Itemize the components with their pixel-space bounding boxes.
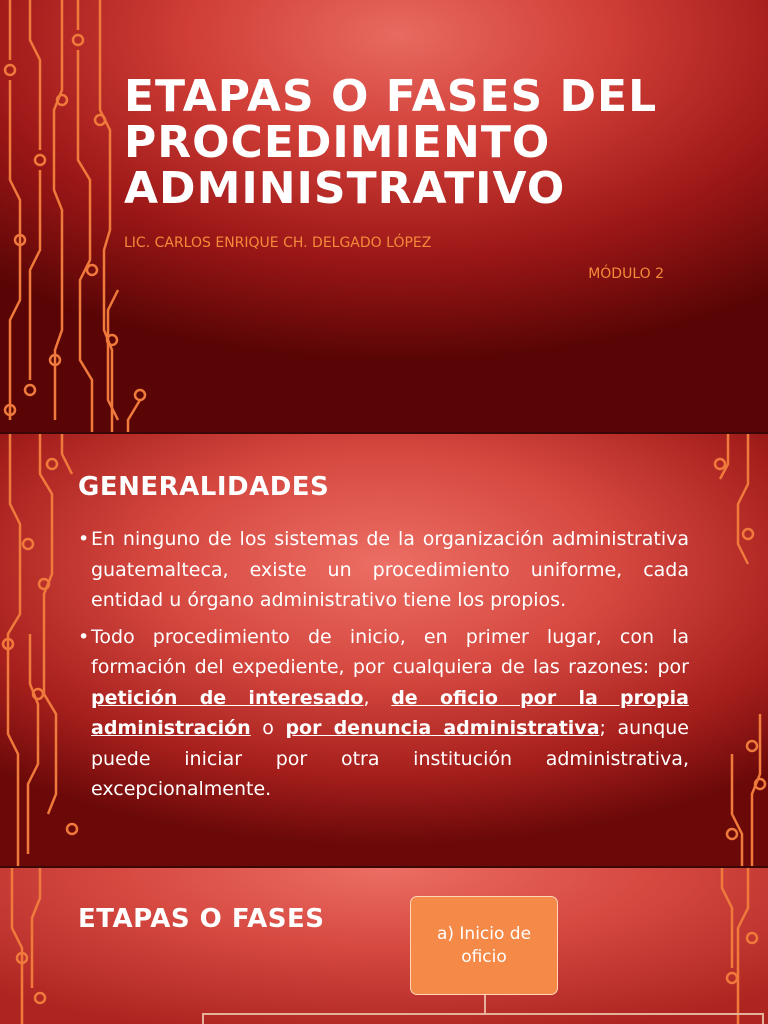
bullet-item — [78, 622, 689, 805]
circuit-right-icon — [708, 434, 768, 866]
title-slide — [0, 0, 768, 432]
circuit-right-icon — [708, 868, 768, 1024]
circuit-left-icon — [0, 434, 80, 866]
denuncia-text: por denuncia administrativa — [285, 717, 600, 739]
connector-line — [202, 1013, 204, 1024]
bullet-item: • En ninguno de los sistemas de la organización administrativa guatemalteca, existe un procedimiento uniforme, cada entidad u órgano administrativo tiene los propios. — [78, 524, 689, 616]
author-subtitle: LIC. CARLOS ENRIQUE CH. DELGADO LÓPEZ — [124, 235, 432, 251]
circuit-left-icon — [0, 868, 60, 1024]
bullet-text: ; aunque puede iniciar por otra institución administrativa, excepcionalmente. — [91, 717, 689, 800]
peticion-interesado-text: petición de interesado — [91, 686, 364, 709]
bullet-text: o — [250, 717, 286, 739]
circuit-decoration-icon — [0, 0, 150, 432]
section-heading: ETAPAS O FASES — [78, 904, 325, 934]
de-oficio-text: de oficio por la propia administración — [91, 686, 689, 739]
section-heading: GENERALIDADES — [78, 472, 330, 502]
generalidades-slide — [0, 434, 768, 866]
page-title: ETAPAS O FASES DEL PROCEDIMIENTO ADMINISTRATIVO — [124, 71, 658, 214]
bullet-text: , — [363, 686, 392, 709]
connector-line — [202, 1013, 764, 1015]
module-label: MÓDULO 2 — [588, 266, 664, 282]
inicio-de-oficio-box: a) Inicio de oficio — [410, 896, 558, 995]
bullet-list — [78, 524, 689, 811]
connector-line — [762, 1013, 764, 1024]
bullet-text: Todo procedimiento de inicio, en primer lugar, con la formación del expediente, por cualquiera de las razones: por — [91, 625, 689, 678]
connector-line — [484, 995, 486, 1014]
etapas-slide — [0, 868, 768, 1024]
